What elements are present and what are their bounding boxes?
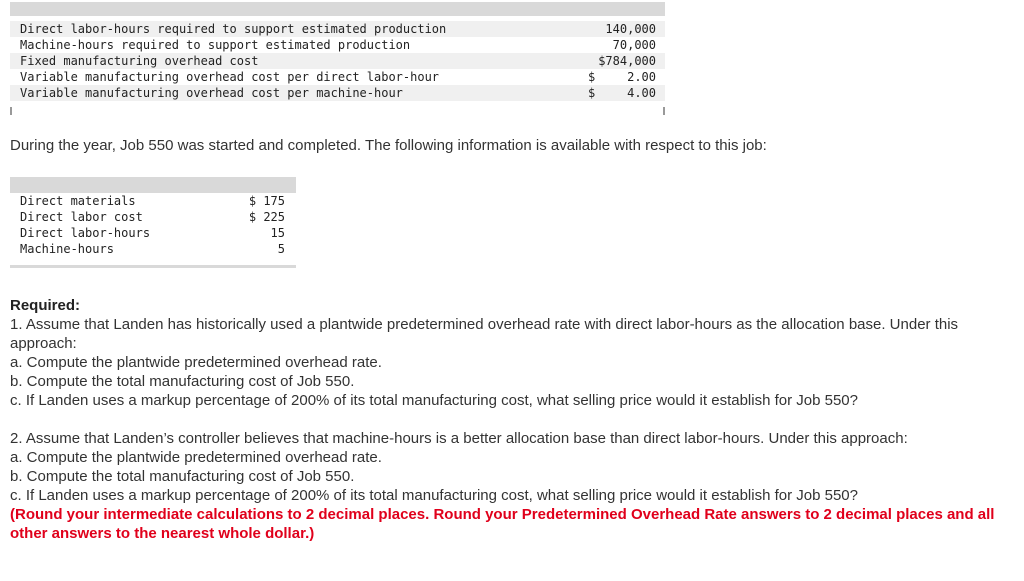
row-value: 70,000	[612, 38, 656, 52]
estimates-table	[10, 2, 665, 103]
row-label: Variable manufacturing overhead cost per machine-hour	[20, 86, 403, 100]
row-label: Direct materials	[20, 194, 136, 208]
table-row	[10, 69, 665, 85]
question-2: 2. Assume that Landen’s controller believes that machine-hours is a better allocation base than direct labor-hours. Under this approach:	[10, 430, 908, 447]
question-1c: c. If Landen uses a markup percentage of 200% of its total manufacturing cost, what selling price would it establish for Job 550?	[10, 392, 858, 409]
table-row	[10, 241, 296, 257]
row-value: $784,000	[598, 54, 656, 68]
table-header-bar	[10, 177, 296, 193]
rounding-note: (Round your intermediate calculations to 2 decimal places. Round your Predetermined Overhead Rate answers to 2 decimal places and all other answers to the nearest whole dollar.)	[10, 506, 995, 542]
table-row	[10, 209, 296, 225]
intro-text: During the year, Job 550 was started and completed. The following information is available with respect to this job:	[10, 137, 767, 154]
row-value: 5	[277, 242, 285, 256]
row-value: 15	[270, 226, 285, 240]
table-header-bar	[10, 2, 665, 16]
required-section	[10, 296, 1010, 543]
table-row	[10, 21, 665, 37]
question-2b: b. Compute the total manufacturing cost of Job 550.	[10, 468, 355, 485]
table-row	[10, 225, 296, 241]
table-row	[10, 85, 665, 101]
row-label: Machine-hours required to support estimated production	[20, 38, 411, 52]
row-value: 4.00	[627, 86, 656, 100]
table-bottom-bar	[10, 265, 296, 268]
question-2a: a. Compute the plantwide predetermined overhead rate.	[10, 449, 382, 466]
row-value: 2.00	[627, 70, 656, 84]
question-1a: a. Compute the plantwide predetermined overhead rate.	[10, 354, 382, 371]
required-heading: Required:	[10, 297, 81, 314]
row-currency: $	[588, 86, 596, 100]
job-info-table	[10, 177, 296, 269]
row-value: $ 225	[248, 210, 285, 224]
table-row	[10, 193, 296, 209]
row-label: Direct labor-hours required to support estimated production	[20, 22, 447, 36]
question-2c: c. If Landen uses a markup percentage of 200% of its total manufacturing cost, what selling price would it establish for Job 550?	[10, 487, 858, 504]
row-label: Direct labor-hours	[20, 226, 151, 240]
table-row	[10, 37, 665, 53]
row-label: Direct labor cost	[20, 210, 143, 224]
row-currency: $	[588, 70, 596, 84]
table-row	[10, 53, 665, 69]
question-1: 1. Assume that Landen has historically used a plantwide predetermined overhead rate with direct labor-hours as the allocation base. Under this approach:	[10, 316, 959, 352]
row-value: $ 175	[248, 194, 285, 208]
row-label: Variable manufacturing overhead cost per direct labor-hour	[20, 70, 440, 84]
table-corner-mark	[663, 107, 665, 115]
question-1b: b. Compute the total manufacturing cost of Job 550.	[10, 373, 355, 390]
row-value: 140,000	[605, 22, 656, 36]
table-corner-mark	[10, 107, 12, 115]
row-label: Fixed manufacturing overhead cost	[20, 54, 259, 68]
row-label: Machine-hours	[20, 242, 114, 256]
